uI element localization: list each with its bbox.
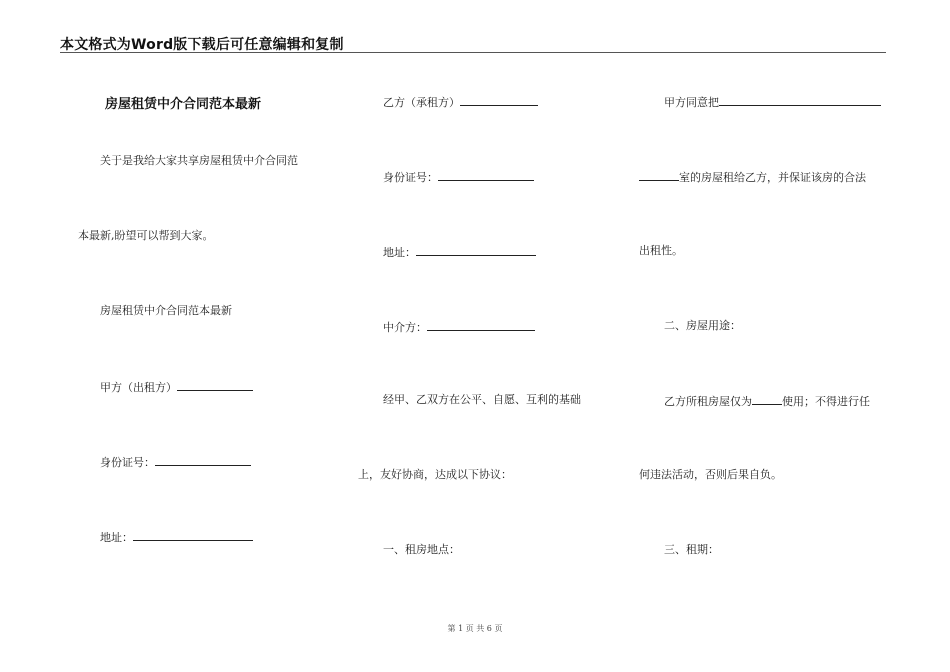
address-a-blank — [133, 529, 253, 541]
usage-text-1a: 乙方所租房屋仅为 — [664, 395, 752, 408]
party-b-line — [383, 94, 538, 110]
id-a-label: 身份证号： — [100, 456, 155, 469]
address-a-line — [100, 529, 253, 545]
preamble-line-2: 上，友好协商，达成以下协议： — [358, 468, 512, 481]
id-a-blank — [155, 454, 251, 466]
agree-line-2 — [639, 169, 866, 185]
agree-blank-1 — [719, 94, 881, 106]
subtitle: 房屋租赁中介合同范本最新 — [100, 304, 232, 317]
section-1-heading: 一、租房地点： — [383, 543, 460, 556]
section-3-heading: 三、租期： — [664, 543, 719, 556]
usage-line-1 — [664, 393, 870, 409]
id-b-label: 身份证号： — [383, 171, 438, 184]
party-b-blank — [460, 94, 538, 106]
id-a-line — [100, 454, 251, 470]
usage-blank — [752, 393, 782, 405]
address-b-blank — [416, 244, 536, 256]
document-title: 房屋租赁中介合同范本最新 — [105, 97, 262, 112]
room-blank — [639, 169, 679, 181]
agree-line-1 — [664, 94, 881, 110]
address-b-label: 地址： — [383, 246, 416, 259]
page-number: 第 1 页 共 6 页 — [447, 624, 503, 633]
party-a-blank — [177, 379, 253, 391]
party-b-label: 乙方（承租方） — [383, 96, 460, 109]
agree-line-3: 出租性。 — [639, 244, 683, 257]
usage-text-1b: 使用；不得进行任 — [782, 395, 870, 408]
usage-line-2: 何违法活动，否则后果自负。 — [639, 468, 782, 481]
intro-line-2: 本最新,盼望可以帮到大家。 — [78, 229, 214, 242]
intro-line-1: 关于是我给大家共享房屋租赁中介合同范 — [100, 154, 298, 167]
id-b-line — [383, 169, 534, 185]
agree-text-2: 室的房屋租给乙方，并保证该房的合法 — [679, 171, 866, 184]
preamble-line-1: 经甲、乙双方在公平、自愿、互利的基础 — [383, 393, 581, 406]
header-divider — [60, 52, 886, 53]
download-notice: 本文格式为Word版下载后可任意编辑和复制 — [60, 37, 344, 53]
agent-line — [383, 319, 535, 335]
party-a-line — [100, 379, 253, 395]
agent-blank — [427, 319, 535, 331]
section-2-heading: 二、房屋用途： — [664, 319, 741, 332]
agree-text-1: 甲方同意把 — [664, 96, 719, 109]
address-b-line — [383, 244, 536, 260]
address-a-label: 地址： — [100, 531, 133, 544]
party-a-label: 甲方（出租方） — [100, 381, 177, 394]
agent-label: 中介方： — [383, 321, 427, 334]
id-b-blank — [438, 169, 534, 181]
